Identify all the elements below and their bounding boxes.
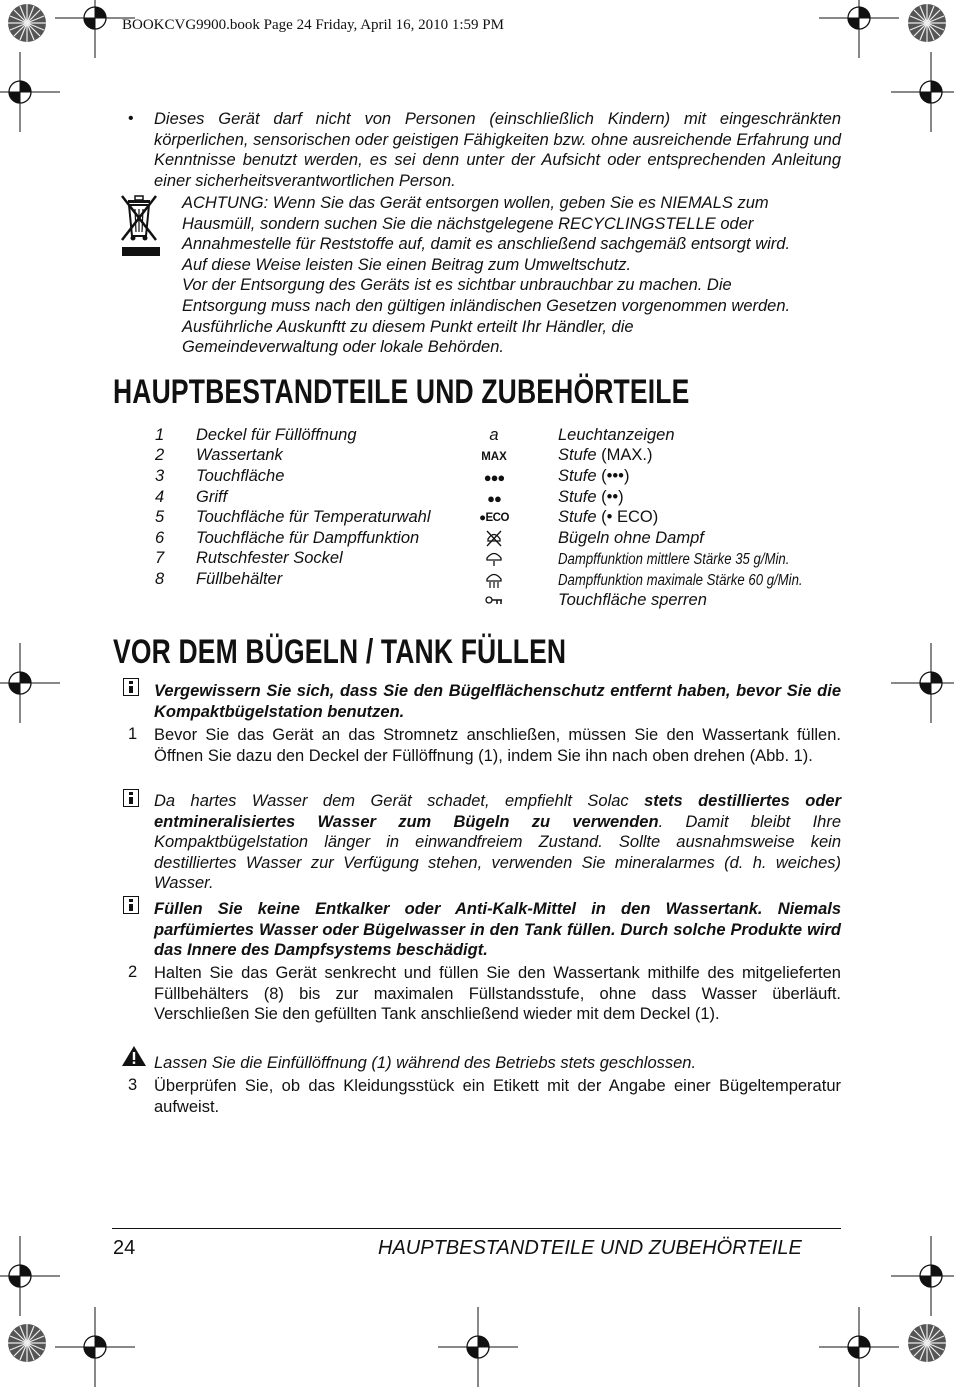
step-2-text: Halten Sie das Gerät senkrecht und füllen Sie den Wassertank mithilfe des mitgelieferten Füllbehälters (8) bis zur maximalen Füllstandsstufe, ohne dass Wasser überläuft. Verschließen Sie den gefüllten Tank anschließend wieder mit dem Deckel (1). xyxy=(154,964,841,1024)
registration-mark-icon xyxy=(0,52,60,132)
part-label: Wassertank xyxy=(196,446,283,464)
part-number: 1 xyxy=(155,426,165,444)
section-title-filling: VOR DEM BÜGELN / TANK FÜLLEN xyxy=(113,633,567,671)
part-label: Rutschfester Sockel xyxy=(196,549,343,567)
step-1-text: Bevor Sie das Gerät an das Stromnetz anschließen, müssen Sie den Wassertank füllen. Öffnen Sie dazu den Deckel der Füllöffnung (1), indem Sie ihn nach oben drehen (Abb. 1). xyxy=(154,726,841,765)
step-number: 2 xyxy=(128,963,138,981)
disposal-line: Auf diese Weise leisten Sie einen Beitrag zum Umweltschutz. xyxy=(182,255,632,274)
steam-max-icon xyxy=(484,570,504,589)
info-icon xyxy=(123,789,139,807)
part-label: Deckel für Füllöffnung xyxy=(196,426,357,444)
crossed-bin-icon xyxy=(114,192,162,258)
color-rosette-icon xyxy=(7,3,47,43)
part-number: 6 xyxy=(155,529,165,547)
disposal-line: Gemeindeverwaltung oder lokale Behörden. xyxy=(182,338,504,357)
symbol-label: Touchfläche sperren xyxy=(558,591,707,609)
disposal-line: Ausführliche Auskunftt zu diesem Punkt erteilt Ihr Händler, die xyxy=(182,317,634,336)
disposal-line: Hausmüll, sondern suchen Sie die nächstgelegene RECYCLINGSTELLE oder xyxy=(182,214,754,233)
registration-mark-icon xyxy=(891,1236,954,1316)
part-number: 8 xyxy=(155,570,165,588)
step-number: 1 xyxy=(128,725,138,743)
section-title-components: HAUPTBESTANDTEILE UND ZUBEHÖRTEILE xyxy=(113,373,690,411)
no-steam-icon xyxy=(484,529,504,547)
part-number: 7 xyxy=(155,549,165,567)
page-number: 24 xyxy=(113,1237,136,1259)
registration-mark-icon xyxy=(55,1307,135,1387)
part-label: Touchfläche für Dampffunktion xyxy=(196,529,420,547)
warning-text: Lassen Sie die Einfüllöffnung (1) während des Betriebs stets geschlossen. xyxy=(154,1054,697,1072)
max-symbol: MAX xyxy=(481,451,507,463)
part-number: 4 xyxy=(155,488,165,506)
info-icon xyxy=(123,678,139,696)
two-dots-symbol: ●● xyxy=(487,491,501,506)
disposal-line: ACHTUNG: Wenn Sie das Gerät entsorgen wollen, geben Sie es NIEMALS zum xyxy=(182,194,769,212)
warning-icon xyxy=(121,1045,147,1067)
color-rosette-icon xyxy=(7,1323,47,1363)
color-rosette-icon xyxy=(907,3,947,43)
note-no-descaler: Füllen Sie keine Entkalker oder Anti-Kalk-Mittel in den Wassertank. Niemals parfümiertes Wasser oder Bügelwasser in den Tank füllen. Durch solche Produkte wird das Innere des Dampfsystems beschädigt. xyxy=(154,900,841,960)
steam-medium-icon xyxy=(484,549,504,567)
disposal-line: Entsorgung muss nach den gültigen inländischen Gesetzen vorgenommen werden. xyxy=(182,296,791,315)
disposal-notice xyxy=(182,193,862,358)
symbol-label: Stufe (• ECO) xyxy=(558,508,659,526)
safety-paragraph: Dieses Gerät darf nicht von Personen (einschließlich Kindern) mit eingeschränkten körperlichen, sensorischen oder geistigen Fähigkeiten bzw. ohne ausreichende Erfahrung und Kenntnisse benutzt werden, es sei denn unter der Aufsicht oder entsprechenden Anleitung einer sicherheitsverantwortlichen Person. xyxy=(154,110,841,190)
disposal-line: Vor der Entsorgung des Geräts ist es sichtbar unbrauchbar zu machen. Die xyxy=(182,276,732,295)
disposal-line: Annahmestelle für Reststoffe auf, damit es anschließend sachgemäß entsorgt wird. xyxy=(182,235,791,254)
part-label: Touchfläche für Temperaturwahl xyxy=(196,508,431,526)
symbol-label: Stufe (•••) xyxy=(558,467,630,485)
registration-mark-icon xyxy=(891,52,954,132)
footer-title: HAUPTBESTANDTEILE UND ZUBEHÖRTEILE xyxy=(378,1237,802,1259)
step-3-text: Überprüfen Sie, ob das Kleidungsstück ein Etikett mit der Angabe einer Bügeltemperatur aufweist. xyxy=(154,1077,841,1116)
symbol-label: Stufe (MAX.) xyxy=(558,446,653,464)
part-label: Griff xyxy=(196,488,228,506)
symbol-label: Dampffunktion maximale Stärke 60 g/Min. xyxy=(558,572,803,589)
symbol-label: Dampffunktion mittlere Stärke 35 g/Min. xyxy=(558,551,790,568)
indicator-symbol: a xyxy=(489,426,499,444)
part-number: 5 xyxy=(155,508,165,526)
color-rosette-icon xyxy=(907,1323,947,1363)
part-number: 2 xyxy=(155,446,165,464)
registration-mark-icon xyxy=(819,1307,899,1387)
note-remove-protector: Vergewissern Sie sich, dass Sie den Bügelflächenschutz entfernt haben, bevor Sie die Kompaktbügelstation benutzen. xyxy=(154,682,841,721)
info-icon xyxy=(123,896,139,914)
registration-mark-icon xyxy=(0,643,60,723)
registration-mark-icon xyxy=(438,1307,518,1387)
symbol-label: Stufe (••) xyxy=(558,488,624,506)
key-icon xyxy=(485,594,503,606)
registration-mark-icon xyxy=(819,0,899,58)
part-label: Füllbehälter xyxy=(196,570,283,588)
registration-mark-icon xyxy=(0,1236,60,1316)
note-water-type: Da hartes Wasser dem Gerät schadet, empfiehlt Solac stets destilliertes oder entmineralisiertes Wasser zum Bügeln zu verwenden. Damit bleibt Ihre Kompaktbügelstation länger in einwandfreiem Zustand. Sollte ausnahmsweise kein destilliertes Wasser zur Verfügung stehen, verwenden Sie mineralarmes (d. h. weiches) Wasser. xyxy=(154,792,842,893)
symbol-label: Bügeln ohne Dampf xyxy=(558,529,704,547)
part-label: Touchfläche xyxy=(196,467,285,485)
book-header: BOOKCVG9900.book Page 24 Friday, April 16, 2010 1:59 PM xyxy=(122,17,504,33)
footer-divider xyxy=(112,1228,841,1229)
symbol-label: Leuchtanzeigen xyxy=(558,426,675,444)
eco-symbol: ●ECO xyxy=(479,512,509,524)
part-number: 3 xyxy=(155,467,165,485)
three-dots-symbol: ●●● xyxy=(483,470,505,485)
registration-mark-icon xyxy=(891,643,954,723)
step-number: 3 xyxy=(128,1076,138,1094)
bullet-marker: • xyxy=(128,110,134,127)
